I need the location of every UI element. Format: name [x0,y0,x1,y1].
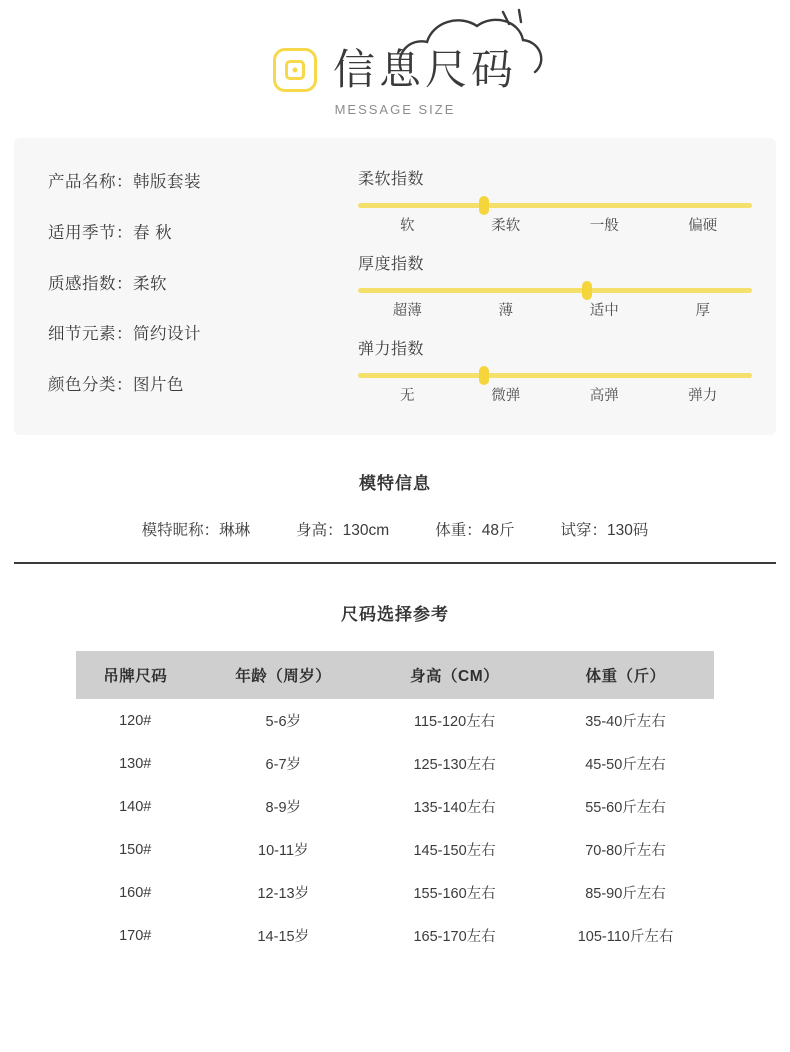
table-row [76,871,714,914]
meter-label: 软 [400,218,415,234]
product-info-panel [14,138,776,435]
page-subtitle: MESSAGE SIZE [334,102,456,117]
meter-title: 厚度指数 [358,256,425,273]
table-cell: 10-11岁 [258,843,309,859]
meter-softness [358,166,752,235]
table-cell: 120# [119,712,152,729]
table-cell: 160# [119,884,152,901]
meter-label: 弹力 [688,388,718,404]
meter-label: 无 [400,388,415,404]
table-cell: 12-13岁 [257,886,310,902]
meter-knob[interactable] [582,281,592,300]
meter-title: 柔软指数 [358,171,425,188]
meter-title: 弹力指数 [358,341,425,358]
meter-label: 厚 [695,303,710,319]
table-cell: 115-120左右 [414,714,496,730]
table-cell: 105-110斤左右 [577,929,674,945]
camera-badge-icon [273,48,317,92]
size-table [76,651,714,957]
section-divider [14,562,776,564]
model-info-heading: 模特信息 [359,474,431,493]
model-info-section [0,469,790,540]
meter-label: 高弹 [589,388,619,404]
table-cell: 140# [119,798,152,815]
table-cell: 5-6岁 [265,714,302,730]
size-reference-section [0,600,790,957]
column-header: 吊牌尺码 [76,651,194,699]
table-cell: 55-60斤左右 [585,800,666,816]
page-title: 信息尺码 [332,46,517,93]
meter-label: 一般 [589,218,619,234]
meter-knob[interactable] [479,196,489,215]
spec-list [38,164,358,405]
column-header: 身高（CM） [372,651,537,699]
table-cell: 6-7岁 [265,757,302,773]
model-field: 模特昵称：琳琳 [141,522,251,539]
meter-label: 适中 [589,303,619,319]
meter-track[interactable] [358,203,752,208]
meter-knob[interactable] [479,366,489,385]
table-cell: 70-80斤左右 [585,843,666,859]
table-cell: 45-50斤左右 [585,757,666,773]
meter-list [358,164,752,405]
meter-label: 柔软 [491,218,521,234]
model-info-row [0,518,790,540]
spec-item: 颜色分类：图片色 [48,376,184,395]
table-row [76,914,714,957]
model-field: 身高：130cm [296,522,390,539]
spec-item: 质感指数：柔软 [48,274,167,293]
meter-labels [358,214,752,235]
table-cell: 85-90斤左右 [585,886,666,902]
spec-item: 产品名称：韩版套装 [48,173,201,191]
column-header: 体重（斤） [537,651,714,699]
table-cell: 130# [119,755,152,772]
table-cell: 125-130左右 [413,757,496,773]
title-row [0,48,790,92]
table-row [76,828,714,871]
meter-label: 微弹 [491,388,521,404]
meter-track[interactable] [358,373,752,378]
model-field: 体重：48斤 [435,522,515,539]
meter-thickness [358,251,752,320]
meter-labels [358,384,752,405]
table-cell: 8-9岁 [265,800,302,816]
meter-elasticity [358,336,752,405]
table-row [76,785,714,828]
meter-labels [358,299,752,320]
table-cell: 35-40斤左右 [585,714,666,730]
meter-label: 超薄 [392,303,422,319]
page-header [0,0,790,130]
table-cell: 14-15岁 [257,929,310,945]
spec-item: 细节元素：简约设计 [48,325,201,344]
table-cell: 145-150左右 [413,843,496,859]
table-cell: 155-160左右 [413,886,496,902]
table-cell: 150# [119,841,152,858]
table-cell: 135-140左右 [413,800,496,816]
meter-label: 薄 [498,303,513,319]
spec-item: 适用季节：春 秋 [48,223,173,242]
table-cell: 170# [119,927,152,944]
table-row [76,742,714,785]
table-cell: 165-170左右 [413,929,496,945]
meter-label: 偏硬 [688,218,718,234]
table-row [76,699,714,742]
model-field: 试穿：130码 [560,522,649,539]
meter-track[interactable] [358,288,752,293]
table-header-row [76,651,714,699]
size-table-heading: 尺码选择参考 [341,605,449,624]
column-header: 年龄（周岁） [194,651,372,699]
